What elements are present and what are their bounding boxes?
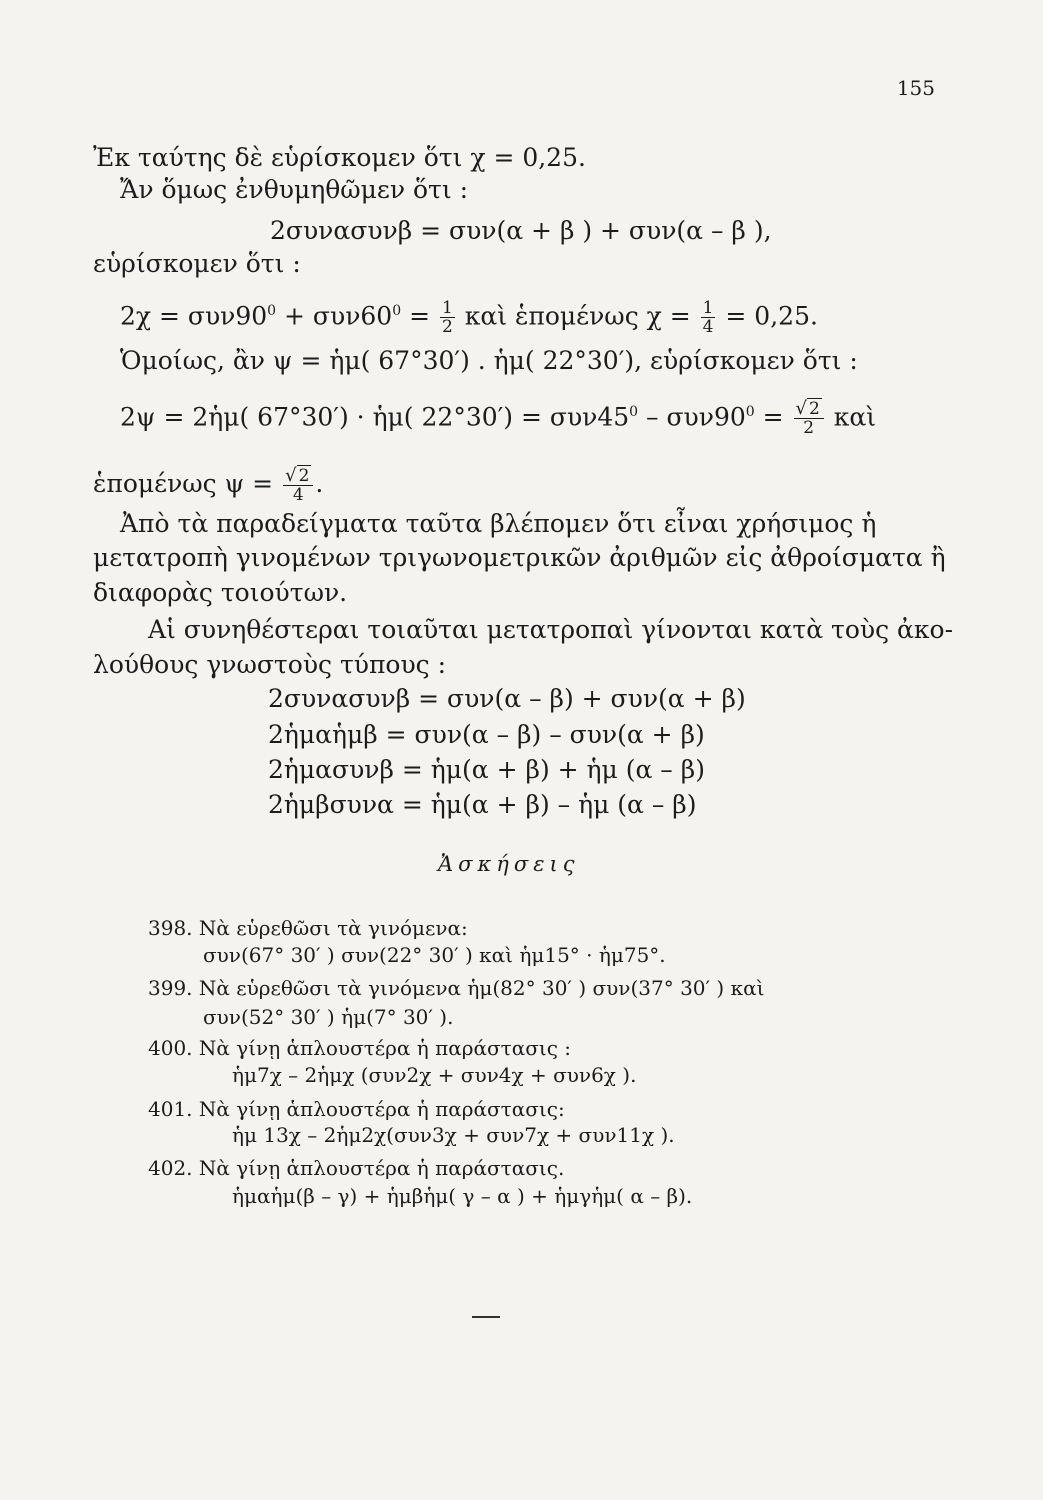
equation-psi: 2ψ = 2ἡμ( 67°30′) · ἡμ( $22^\circ 30') = \sigma\upsilon\nu 45^0 - \sigma\upsilon\nu 90^0$ = $\frac{√ 2}{2}$ καὶ (120, 398, 877, 439)
exercise-expression: ἡμ 13χ – 2ἡμ2χ(συν3χ + συν7χ + συν11χ ). (232, 1123, 675, 1147)
page-number: 155 (896, 76, 935, 100)
text-line-9: Ἀπὸ τὰ παραδείγματα ταῦτα βλέπομεν ὅτι εἶναι χρήσιμος ἡ (120, 509, 877, 538)
formula-row: 2συνασυνβ = συν(α – β) + συν(α + β) (268, 684, 746, 713)
exercise-expression: ἡμ7χ – 2ἡμχ (συν2χ + συν4χ + συν6χ ). (232, 1063, 637, 1087)
exercise-item: 398. Νὰ εὑρεθῶσι τὰ γινόμενα: (148, 916, 468, 940)
text-line-12: Αἱ συνηθέστεραι τοιαῦται μετατροπαὶ γίνονται κατὰ τοὺς ἀκο- (148, 615, 954, 644)
text-line-6: Ὁμοίως, ἂν ψ = ἡμ( 67°30′) . ἡμ( 22°30′), εὑρίσκομεν ὅτι : (120, 346, 858, 375)
fraction-one-half: $\frac{1}{2}$ (441, 298, 453, 338)
exercise-expression: συν(52° 30′ ) ἡμ(7° 30′ ). (203, 1005, 454, 1029)
section-divider (472, 1316, 500, 1318)
fraction-sqrt2-over-4: $\frac{√ 2}{4}$ (283, 467, 313, 504)
fraction-one-quarter: $\frac{1}{4}$ (702, 298, 714, 338)
formula-row: 2ἡμαἡμβ = συν(α – β) – συν(α + β) (268, 720, 705, 749)
exercise-item: 400. Νὰ γίνῃ ἁπλουστέρα ἡ παράστασις : (148, 1036, 572, 1060)
text-line-1: Ἐκ ταύτης δὲ εὑρίσκομεν ὅτι χ = 0,25. (93, 143, 586, 172)
equation-psi-result: ἑπομένως ψ = $\frac{√ 2}{4}$ . (93, 465, 324, 505)
text-line-11: διαφορὰς τοιούτων. (93, 578, 348, 607)
formula-row: 2ἡμασυνβ = ἡμ(α + β) + ἡμ (α – β) (268, 755, 705, 784)
text-line-10: μετατροπὴ γινομένων τριγωνομετρικῶν ἀριθμῶν εἰς ἀθροίσματα ἢ (93, 543, 946, 572)
formula-row: 2ἡμβσυνα = ἡμ(α + β) – ἡμ (α – β) (268, 790, 697, 819)
text-line-2: Ἄν ὅμως ἐνθυμηθῶμεν ὅτι : (120, 175, 469, 204)
exercise-item: 399. Νὰ εὑρεθῶσι τὰ γινόμενα ἡμ(82° 30′ ) συν(37° 30′ ) καὶ (148, 976, 765, 1000)
exercise-item: 401. Νὰ γίνῃ ἁπλουστέρα ἡ παράστασις: (148, 1097, 565, 1121)
text-line-4: εὑρίσκομεν ὅτι : (93, 249, 301, 278)
text-line-13: λούθους γνωστοὺς τύπους : (93, 650, 447, 679)
equation-chi: $2\chi = \sigma\upsilon\nu 90^0 + \sigma\upsilon\nu 60^0$ = $\frac{1}{2}$ καὶ ἑπομένως χ = $\frac{1}{4}$ = 0,25. (120, 298, 818, 338)
identity-line: 2συνασυνβ = συν(α + β ) + συν(α – β ), (270, 216, 772, 245)
exercise-item: 402. Νὰ γίνῃ ἁπλουστέρα ἡ παράστασις. (148, 1156, 565, 1180)
exercises-heading: Ἀσκήσεις (438, 852, 580, 876)
exercise-expression: συν(67° 30′ ) συν(22° 30′ ) καὶ ἡμ15° · ἡμ75°. (203, 943, 666, 967)
exercise-expression: ἡμαἡμ(β – γ) + ἡμβἡμ( γ – α ) + ἡμγἡμ( α – β). (232, 1184, 693, 1208)
fraction-sqrt2-over-2: $\frac{√ 2}{2}$ (794, 400, 824, 437)
